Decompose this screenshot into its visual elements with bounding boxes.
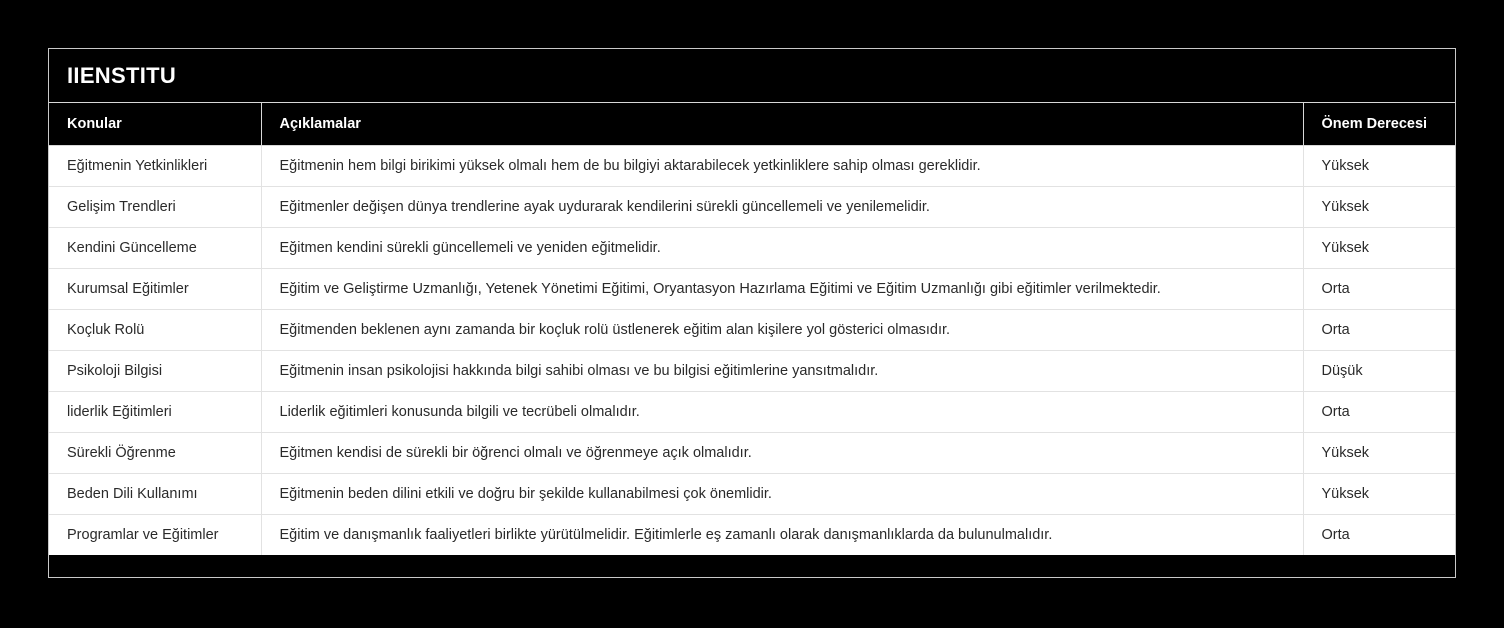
cell-topic: Psikoloji Bilgisi	[49, 351, 261, 392]
table-row	[49, 351, 1455, 392]
cell-description: Eğitim ve danışmanlık faaliyetleri birlikte yürütülmelidir. Eğitimlerle eş zamanlı olarak danışmanlıklarda da bulunulmalıdır.	[261, 515, 1303, 556]
cell-importance: Yüksek	[1303, 474, 1455, 515]
column-header-konular[interactable]: Konular	[49, 103, 261, 146]
cell-importance: Orta	[1303, 310, 1455, 351]
table-row	[49, 269, 1455, 310]
cell-description: Eğitmenin beden dilini etkili ve doğru bir şekilde kullanabilmesi çok önemlidir.	[261, 474, 1303, 515]
brand-title: IIENSTITU	[67, 62, 177, 88]
cell-importance: Yüksek	[1303, 228, 1455, 269]
column-header-aciklamalar[interactable]: Açıklamalar	[261, 103, 1303, 146]
cell-description: Eğitmen kendini sürekli güncellemeli ve yeniden eğitmelidir.	[261, 228, 1303, 269]
cell-description: Eğitmenin hem bilgi birikimi yüksek olmalı hem de bu bilgiyi aktarabilecek yetkinliklere sahip olması gereklidir.	[261, 146, 1303, 187]
cell-importance: Yüksek	[1303, 433, 1455, 474]
cell-description: Liderlik eğitimleri konusunda bilgili ve tecrübeli olmalıdır.	[261, 392, 1303, 433]
table-header	[49, 103, 1455, 146]
table-card	[48, 48, 1456, 578]
competencies-table	[49, 103, 1455, 555]
table-row	[49, 433, 1455, 474]
cell-topic: liderlik Eğitimleri	[49, 392, 261, 433]
cell-importance: Orta	[1303, 515, 1455, 556]
cell-description: Eğitmenin insan psikolojisi hakkında bilgi sahibi olması ve bu bilgisi eğitimlerine yansıtmalıdır.	[261, 351, 1303, 392]
cell-description: Eğitmenden beklenen aynı zamanda bir koçluk rolü üstlenerek eğitim alan kişilere yol gösterici olmasıdır.	[261, 310, 1303, 351]
cell-importance: Orta	[1303, 392, 1455, 433]
table-row	[49, 474, 1455, 515]
cell-description: Eğitim ve Geliştirme Uzmanlığı, Yetenek Yönetimi Eğitimi, Oryantasyon Hazırlama Eğitimi ve Eğitim Uzmanlığı gibi eğitimler verilmektedir.	[261, 269, 1303, 310]
cell-importance: Yüksek	[1303, 146, 1455, 187]
cell-topic: Programlar ve Eğitimler	[67, 527, 219, 543]
cell-importance: Orta	[1303, 269, 1455, 310]
cell-topic: Beden Dili Kullanımı	[49, 474, 261, 515]
table-row	[49, 310, 1455, 351]
cell-topic: Koçluk Rolü	[49, 310, 261, 351]
cell-topic: Gelişim Trendleri	[49, 187, 261, 228]
table-body	[49, 146, 1455, 556]
cell-description: Eğitmen kendisi de sürekli bir öğrenci olmalı ve öğrenmeye açık olmalıdır.	[261, 433, 1303, 474]
table-header-row	[49, 103, 1455, 146]
cell-topic: Kurumsal Eğitimler	[49, 269, 261, 310]
cell-topic: Sürekli Öğrenme	[49, 433, 261, 474]
column-header-onem-derecesi[interactable]: Önem Derecesi	[1303, 103, 1455, 146]
cell-importance: Düşük	[1303, 351, 1455, 392]
table-row	[49, 228, 1455, 269]
title-bar	[49, 49, 1455, 103]
table-row	[49, 392, 1455, 433]
cell-description: Eğitmenler değişen dünya trendlerine ayak uydurarak kendilerini sürekli güncellemeli ve yenilemelidir.	[261, 187, 1303, 228]
table-row	[49, 515, 1455, 556]
table-row	[49, 146, 1455, 187]
cell-topic: Eğitmenin Yetkinlikleri	[49, 146, 261, 187]
cell-topic: Kendini Güncelleme	[49, 228, 261, 269]
table-row	[49, 187, 1455, 228]
cell-importance: Yüksek	[1303, 187, 1455, 228]
